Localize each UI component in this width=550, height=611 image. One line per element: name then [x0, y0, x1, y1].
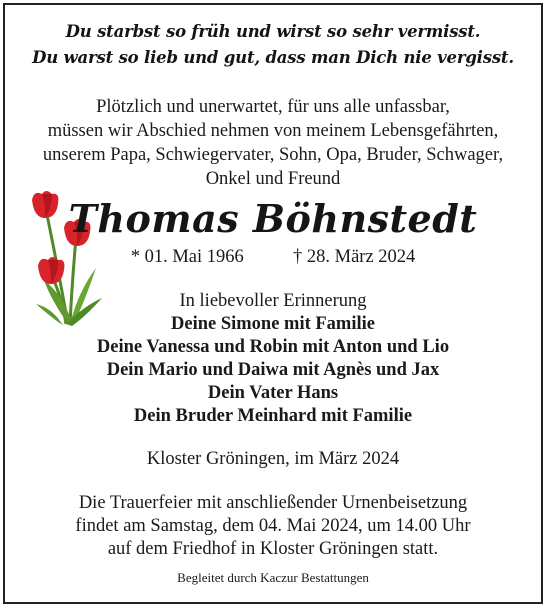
- place-date: Kloster Gröningen, im März 2024: [146, 449, 400, 469]
- mourner-line: Dein Vater Hans: [207, 383, 339, 403]
- funeral-details: [0, 492, 546, 561]
- mourners-block: [0, 290, 546, 428]
- funeral-line: findet am Samstag, dem 04. Mai 2024, um 14.00 Uhr: [75, 516, 471, 536]
- intro-line: unserem Papa, Schwiegervater, Sohn, Opa, Bruder, Schwager,: [42, 145, 504, 165]
- intro-line: müssen wir Abschied nehmen von meinem Lebensgefährten,: [47, 121, 499, 141]
- verse-line-2: Du warst so lieb und gut, dass man Dich nie vergisst.: [32, 48, 514, 67]
- birth-date: * 01. Mai 1966: [130, 247, 244, 267]
- verse-line-1: Du starbst so früh und wirst so sehr vermisst.: [65, 22, 481, 41]
- life-dates: [0, 247, 546, 268]
- mourner-line: Dein Bruder Meinhard mit Familie: [133, 406, 413, 426]
- mourner-line: Deine Simone mit Familie: [171, 314, 375, 334]
- intro-line: Onkel und Freund: [205, 169, 341, 189]
- death-date: † 28. März 2024: [293, 247, 416, 267]
- intro-text: [0, 95, 546, 191]
- mourners-heading: In liebevoller Erinnerung: [179, 291, 367, 311]
- undertaker-credit: Begleitet durch Kaczur Bestattungen: [177, 570, 369, 585]
- mourner-line: Deine Vanessa und Robin mit Anton und Lio: [96, 337, 450, 357]
- funeral-line: auf dem Friedhof in Kloster Gröningen statt.: [107, 539, 439, 559]
- mourner-line: Dein Mario und Daiwa mit Agnès und Jax: [106, 360, 440, 380]
- intro-line: Plötzlich und unerwartet, für uns alle unfassbar,: [96, 97, 450, 117]
- deceased-name: Thomas Böhnstedt: [68, 196, 478, 241]
- funeral-line: Die Trauerfeier mit anschließender Urnenbeisetzung: [78, 493, 468, 513]
